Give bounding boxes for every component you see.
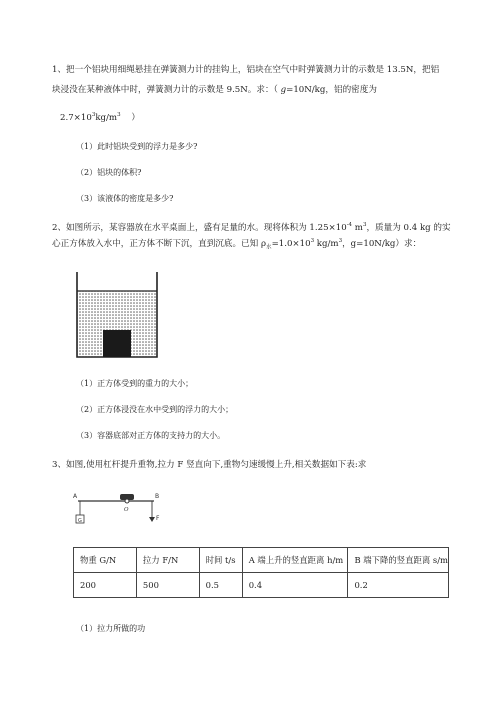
label-a: A bbox=[73, 493, 78, 500]
table-cell: 500 bbox=[136, 573, 199, 598]
fulcrum-pivot bbox=[125, 499, 129, 503]
q1-sub1: （1）此时铝块受到的浮力是多少? bbox=[76, 142, 198, 151]
label-g: G bbox=[78, 518, 82, 524]
label-o: O bbox=[124, 507, 129, 513]
q2-rho-exp: 3 bbox=[310, 238, 315, 245]
q2-sub3: （3）容器底部对正方体的支持力的大小。 bbox=[76, 431, 226, 440]
table-header-cell: 拉力 F/N bbox=[136, 548, 199, 573]
q2-line1c: ，质量为 0.4 kg 的实 bbox=[366, 223, 451, 233]
q1-line1: 1、把一个铝块用细绳悬挂在弹簧测力计的挂钩上，铝块在空气中时弹簧测力计的示数是 13.5N，把铝 bbox=[52, 65, 440, 75]
beaker-figure bbox=[76, 272, 158, 358]
table-cell: 0.5 bbox=[199, 573, 242, 598]
q1-density-exp: 3 bbox=[91, 112, 96, 119]
q3-sub1: （1）拉力所做的功 bbox=[76, 624, 146, 633]
table-cell: 0.4 bbox=[242, 573, 348, 598]
q2-line2a: 心正方体放入水中，正方体不断下沉，直到沉底。已知 ρ bbox=[52, 239, 267, 249]
table-cell: 0.2 bbox=[348, 573, 449, 598]
q2-line2d: ，g=10N/kg）求： bbox=[342, 239, 422, 249]
table-header-cell: A 端上升的竖直距离 h/m bbox=[242, 548, 348, 573]
q1-density-unit: kg/m bbox=[95, 113, 118, 123]
q2-line1a: 2、如图所示，某容器放在水平桌面上，盛有足量的水。现将体积为 1.25×10 bbox=[52, 223, 347, 233]
table-cell: 200 bbox=[74, 573, 137, 598]
q2-sub1: （1）正方体受到的重力的大小； bbox=[76, 379, 194, 388]
q2-vol-unit-exp: 3 bbox=[362, 222, 367, 229]
label-b: B bbox=[155, 493, 160, 500]
q1-g-symbol: g bbox=[280, 85, 287, 95]
lever-figure bbox=[72, 488, 172, 538]
q1-g-value: =10N/kg bbox=[286, 85, 326, 95]
q2-line2b: =1.0×10 bbox=[271, 239, 311, 249]
q2-rho-sub: 水 bbox=[266, 244, 272, 251]
table-header-cell: B 端下降的竖直距离 s/m bbox=[348, 548, 449, 573]
q1-line2a: 块浸没在某种液体中时，弹簧测力计的示数是 9.5N。求：（ bbox=[52, 85, 278, 95]
q2-rho-unit-exp: 3 bbox=[338, 238, 343, 245]
label-f: F bbox=[156, 515, 160, 522]
q2-sub2: （2）正方体浸没在水中受到的浮力的大小； bbox=[76, 405, 234, 414]
q1-sub3: （3）该液体的密度是多少? bbox=[76, 194, 174, 203]
q1-density-unit-exp: 3 bbox=[117, 112, 121, 119]
data-table bbox=[73, 547, 449, 598]
q3-line1: 3、如图,使用杠杆提升重物,拉力 F 竖直向下,重物匀速缓慢上升,相关数据如下表:求 bbox=[52, 460, 367, 470]
q2-vol-unit: m bbox=[352, 223, 363, 233]
table-header-row bbox=[74, 548, 449, 573]
q1-sub2: （2）铝块的体积? bbox=[76, 168, 142, 177]
q2-line2c: kg/m bbox=[314, 239, 339, 249]
table-header-cell: 时间 t/s bbox=[199, 548, 242, 573]
force-arrowhead bbox=[149, 517, 155, 522]
q2-line1 bbox=[52, 222, 451, 234]
q1-density bbox=[60, 112, 140, 124]
table-row bbox=[74, 573, 449, 598]
q1-line2 bbox=[52, 84, 377, 96]
q1-density-close: ） bbox=[131, 113, 140, 123]
q2-line2 bbox=[52, 238, 421, 250]
q1-density-intro: ，铝的密度为 bbox=[325, 85, 377, 95]
q2-vol-exp: -4 bbox=[346, 222, 353, 229]
cube-block bbox=[103, 330, 131, 357]
table-header-cell: 物重 G/N bbox=[74, 548, 137, 573]
q1-density-base: 2.7×10 bbox=[60, 113, 92, 123]
